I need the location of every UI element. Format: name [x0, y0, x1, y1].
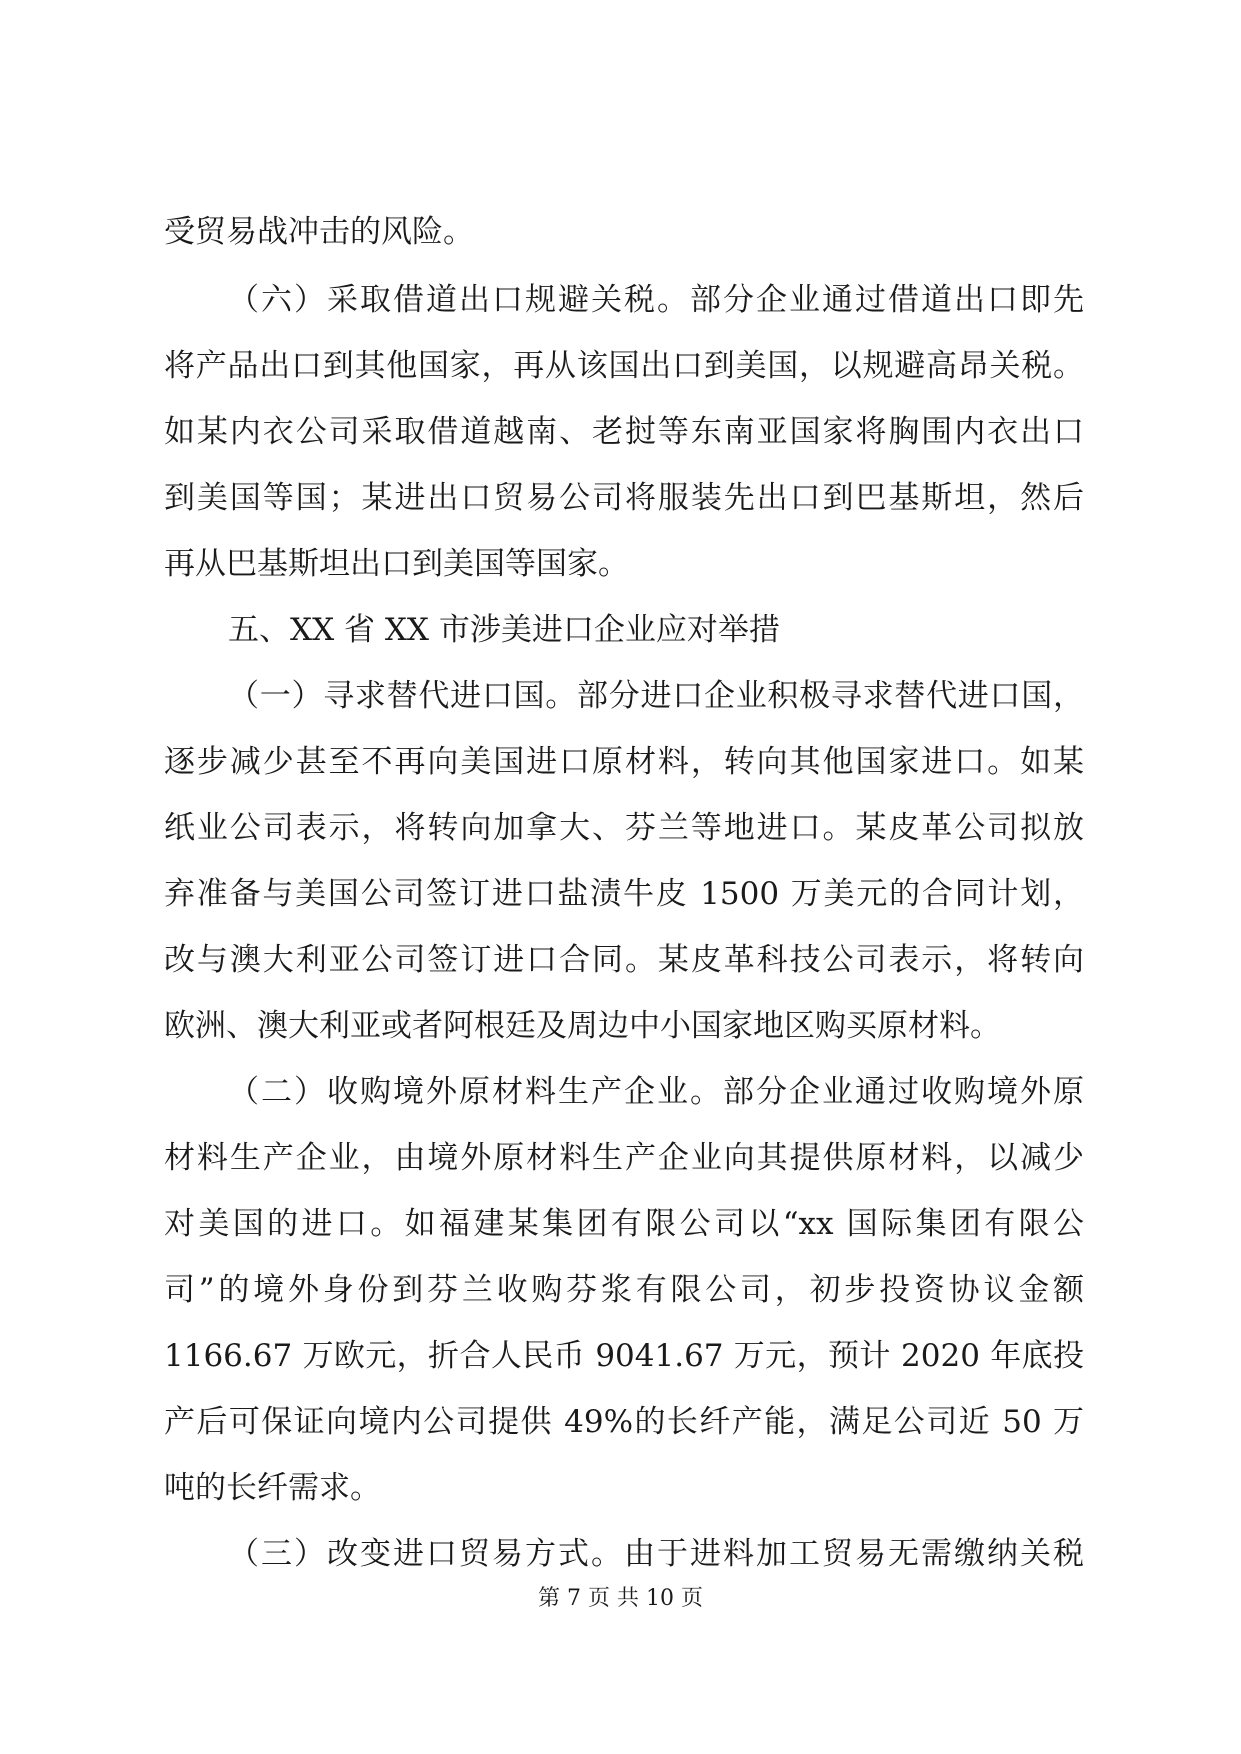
paragraph-line: 到美国等国；某进出口贸易公司将服装先出口到巴基斯坦，然后	[164, 480, 1084, 516]
paragraph-line: 改与澳大利亚公司签订进口合同。某皮革科技公司表示，将转向	[164, 942, 1084, 978]
paragraph-line: 弃准备与美国公司签订进口盐渍牛皮 1500 万美元的合同计划，	[164, 876, 1084, 912]
paragraph-line: （六）采取借道出口规避关税。部分企业通过借道出口即先	[228, 282, 1084, 318]
paragraph-line: 对美国的进口。如福建某集团有限公司以“xx 国际集团有限公	[164, 1206, 1084, 1242]
paragraph-line: （三）改变进口贸易方式。由于进料加工贸易无需缴纳关税	[228, 1536, 1084, 1572]
paragraph-line: 逐步减少甚至不再向美国进口原材料，转向其他国家进口。如某	[164, 744, 1084, 780]
paragraph-line: 材料生产企业，由境外原材料生产企业向其提供原材料，以减少	[164, 1140, 1084, 1176]
paragraph-line: 纸业公司表示，将转向加拿大、芬兰等地进口。某皮革公司拟放	[164, 810, 1084, 846]
paragraph-line: 吨的长纤需求。	[164, 1470, 381, 1506]
paragraph-line: 产后可保证向境内公司提供 49%的长纤产能，满足公司近 50 万	[164, 1404, 1084, 1440]
paragraph-line: 欧洲、澳大利亚或者阿根廷及周边中小国家地区购买原材料。	[164, 1008, 1001, 1044]
paragraph-line: 将产品出口到其他国家，再从该国出口到美国，以规避高昂关税。	[164, 348, 1084, 384]
page-number-footer: 第 7 页 共 10 页	[538, 1586, 703, 1611]
paragraph-line: （二）收购境外原材料生产企业。部分企业通过收购境外原	[228, 1074, 1084, 1110]
paragraph-line: 1166.67 万欧元，折合人民币 9041.67 万元，预计 2020 年底投	[164, 1338, 1084, 1374]
paragraph-line: 再从巴基斯坦出口到美国等国家。	[164, 546, 629, 582]
paragraph-line: 如某内衣公司采取借道越南、老挝等东南亚国家将胸围内衣出口	[164, 414, 1084, 450]
section-heading: 五、XX 省 XX 市涉美进口企业应对举措	[228, 612, 780, 648]
paragraph-line: （一）寻求替代进口国。部分进口企业积极寻求替代进口国，	[228, 678, 1084, 714]
paragraph-line: 受贸易战冲击的风险。	[164, 214, 474, 250]
paragraph-line: 司”的境外身份到芬兰收购芬浆有限公司，初步投资协议金额	[164, 1272, 1084, 1308]
